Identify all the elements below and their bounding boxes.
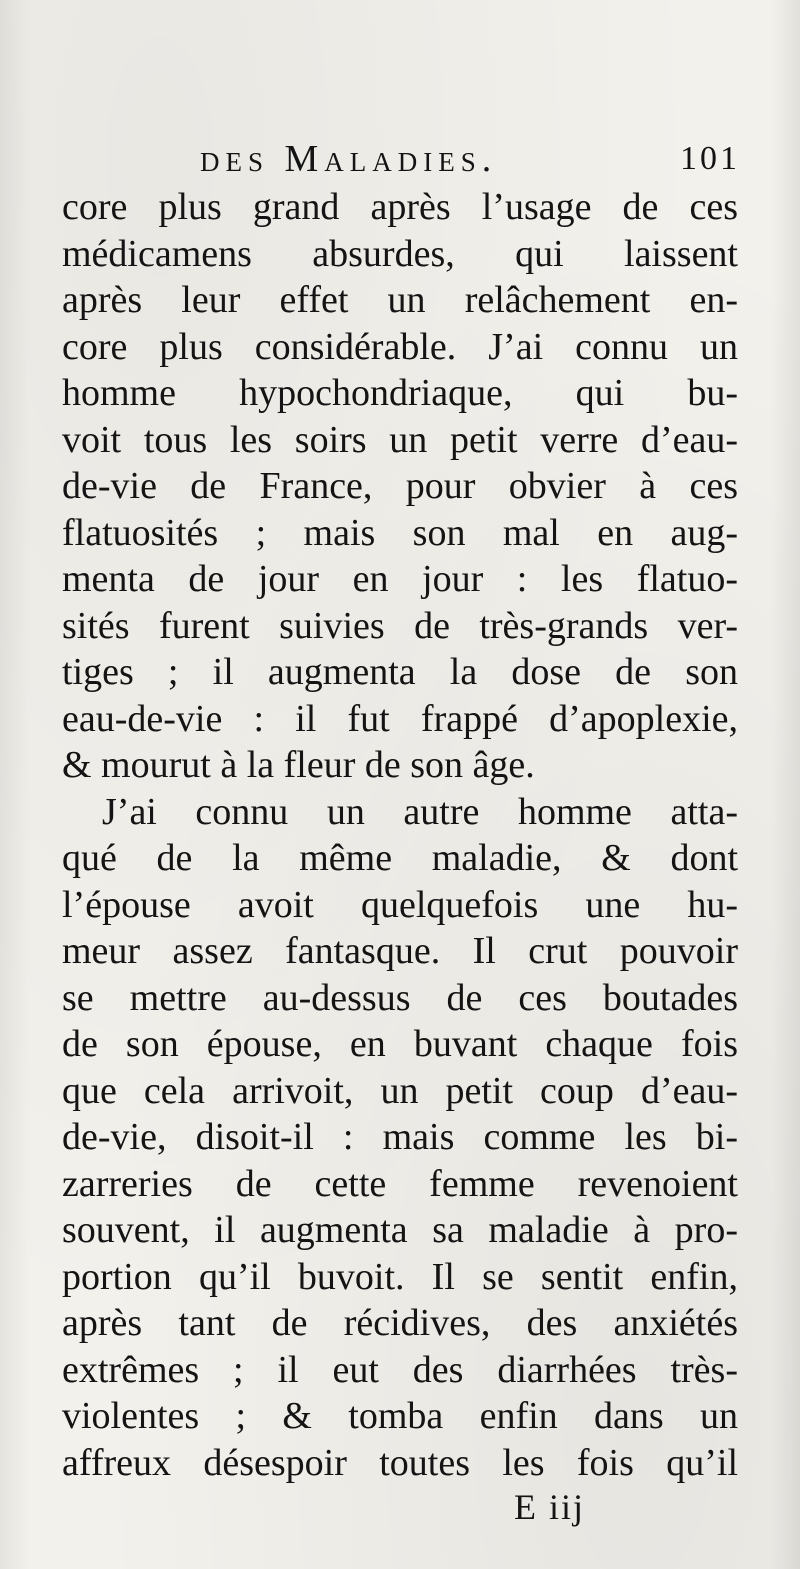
text-line: zarreries de cette femme revenoient [62,1162,738,1205]
page-number: 101 [680,140,740,177]
text-line: eau-de-vie : il fut frappé d’apoplexie, [62,697,738,740]
text-line: tiges ; il augmenta la dose de son [62,651,738,693]
text-line: de-vie, disoit-il : mais comme les bi- [62,1116,738,1158]
text-line: l’épouse avoit quelquefois une hu- [62,883,738,926]
text-line: de-vie de France, pour obvier à ces [62,465,738,507]
running-head [200,136,740,186]
text-line: sités furent suivies de très-grands ver- [62,604,738,647]
text-line: violentes ; & tomba enfin dans un [62,1395,738,1437]
text-line: après tant de récidives, des anxiétés [62,1302,738,1344]
text-line: après leur effet un relâchement en- [62,279,738,321]
body-text [62,184,738,1486]
text-line: extrêmes ; il eut des diarrhées très- [62,1348,738,1391]
text-line: homme hypochondriaque, qui bu- [62,372,738,414]
signature-mark: E iij [514,1487,585,1527]
text-line: affreux désespoir toutes les fois qu’il [62,1441,738,1484]
text-line: menta de jour en jour : les flatuo- [62,558,738,600]
text-line: flatuosités ; mais son mal en aug- [62,511,738,554]
text-line: se mettre au-dessus de ces boutades [62,976,738,1019]
text-line: souvent, il augmenta sa maladie à pro- [62,1209,738,1251]
text-line: de son épouse, en buvant chaque fois [62,1023,738,1065]
text-line: portion qu’il buvoit. Il se sentit enfin, [62,1255,738,1298]
text-line: core plus considérable. J’ai connu un [62,325,738,368]
text-line: qué de la même maladie, & dont [62,837,738,879]
running-head-title: des Maladies. [200,138,498,180]
paragraph-start-line: J’ai connu un autre homme atta- [102,790,738,833]
text-line: & mourut à la fleur de son âge. [62,744,535,786]
text-line: voit tous les soirs un petit verre d’eau- [62,418,738,461]
text-line: meur assez fantasque. Il crut pouvoir [62,930,738,972]
text-line: que cela arrivoit, un petit coup d’eau- [62,1069,738,1112]
text-line: core plus grand après l’usage de ces [62,186,738,228]
text-line: médicamens absurdes, qui laissent [62,232,738,275]
